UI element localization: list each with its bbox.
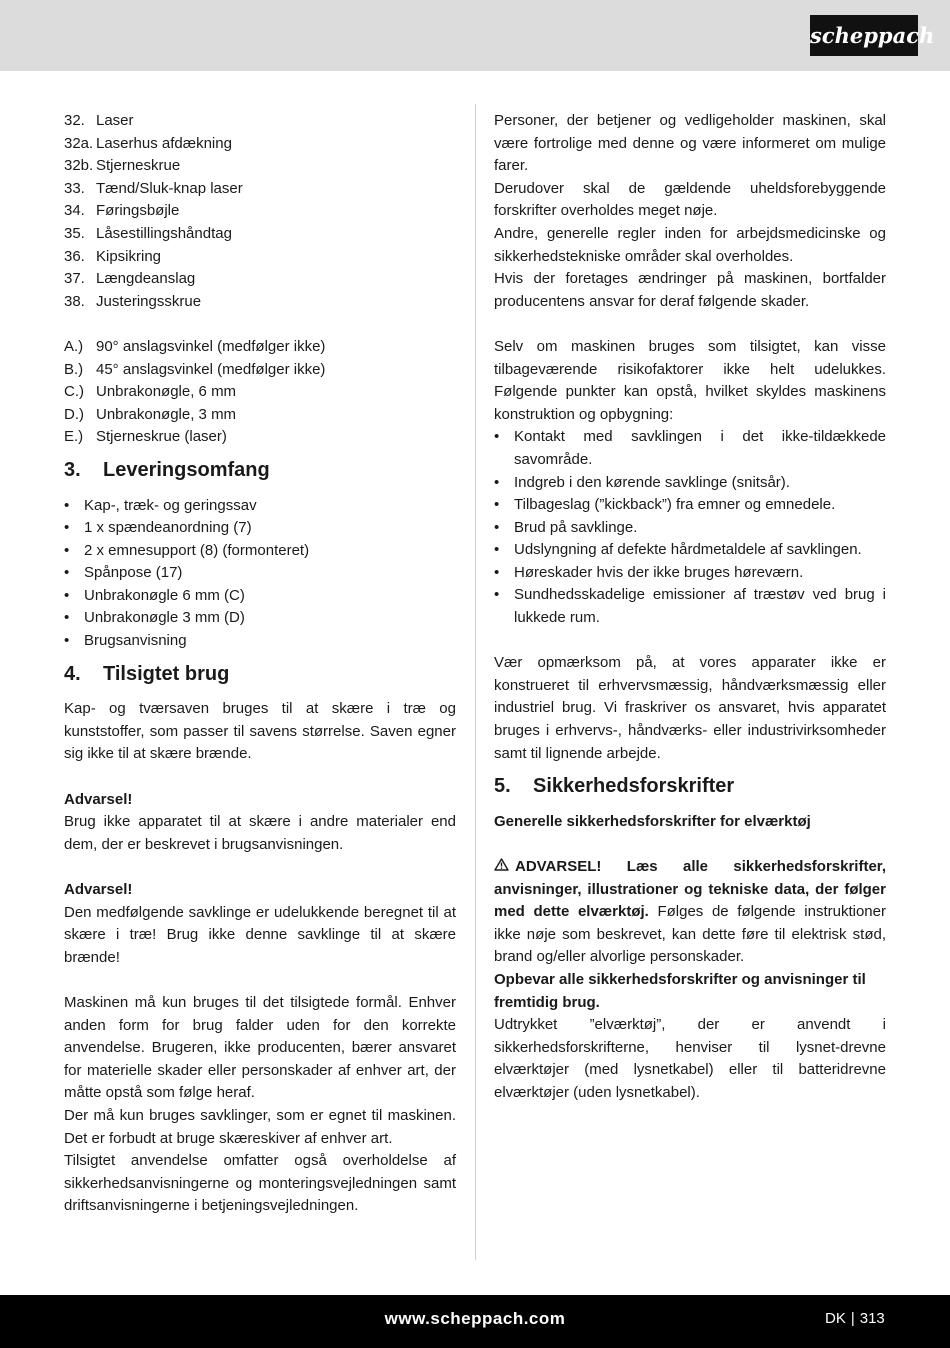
safety-warning: ADVARSEL! Læs alle sikkerhedsforskrifter, anvisninger, illustrationer og tekniske data, der følger med dette elværktøj. Følges de følgende instruktioner ikke nøje som beskrevet, kan dette føre til elektrisk stød, brand og/eller alvorlige personskader. <box>494 858 886 966</box>
list-item: • Brud på savklinge. <box>494 517 886 540</box>
list-item: • Kap-, træk- og geringssav <box>64 495 456 518</box>
left-column <box>64 110 456 1218</box>
right-column <box>494 110 886 1105</box>
paragraph: Derudover skal de gældende uheldsforebyggende forskrifter overholdes meget nøje. <box>494 179 886 220</box>
list-item: • 2 x emnesupport (8) (formonteret) <box>64 540 456 563</box>
scheppach-logo: scheppach <box>810 15 918 56</box>
list-item: 33. Tænd/Sluk-knap laser <box>64 179 243 197</box>
list-item: 37. Længdeanslag <box>64 270 196 288</box>
list-item: E.) Stjerneskrue (laser) <box>64 428 227 446</box>
list-item: 38. Justeringsskrue <box>64 292 202 310</box>
warning-text: Den medfølgende savklinge er udelukkende beregnet til at skære i træ! Brug ikke denne savklinge til at skære brænde! <box>64 903 456 966</box>
list-item: • Kontakt med savklingen i det ikke-tildækkede savområde. <box>494 426 886 471</box>
list-item: 36. Kipsikring <box>64 247 162 265</box>
warning-text: Brug ikke apparatet til at skære i andre materialer end dem, der er beskrevet i brugsanvisningen. <box>64 813 456 853</box>
paragraph: Hvis der foretages ændringer på maskinen, bortfalder producentens ansvar for deraf følgende skader. <box>494 270 886 310</box>
delivery-list <box>64 495 456 653</box>
list-item: • Tilbageslag (”kickback”) fra emner og emnedele. <box>494 494 886 517</box>
list-item: • 1 x spændeanordning (7) <box>64 517 456 540</box>
paragraph: Udtrykket ”elværktøj”, der er anvendt i sikkerhedsforskrifterne, henviser til lysnet-drevne elværktøjer (med lysnetkabel) eller til batteridrevne elværktøjer (uden lysnetkabel). <box>494 1016 886 1101</box>
list-item: 35. Låsestillingshåndtag <box>64 224 232 242</box>
list-item: 32a. Laserhus afdækning <box>64 134 232 152</box>
paragraph: Andre, generelle regler inden for arbejdsmedicinske og sikkerhedstekniske områder skal overholdes. <box>494 224 886 265</box>
paragraph: Selv om maskinen bruges som tilsigtet, kan visse tilbageværende risikofaktorer ikke helt udelukkes. Følgende punkter kan opstå, hvilket skyldes maskinens konstruktion og opbygning: <box>494 337 886 423</box>
paragraph: Vær opmærksom på, at vores apparater ikke er konstrueret til erhvervsmæssig, håndværksmæssig eller industriel brug. Vi fraskriver os ansvaret, hvis apparatet bruges i erhvervs-, håndværks- eller industrivirksomheder samt til lignende arbejde. <box>494 654 886 762</box>
parts-list <box>64 110 456 313</box>
accessories-list <box>64 336 456 449</box>
list-item: • Spånpose (17) <box>64 562 456 585</box>
section-subtitle: Generelle sikkerhedsforskrifter for elværktøj <box>494 812 811 830</box>
list-item: C.) Unbrakonøgle, 6 mm <box>64 383 237 401</box>
page-header <box>0 0 950 71</box>
list-item: • Brugsanvisning <box>64 630 456 653</box>
paragraph: Personer, der betjener og vedligeholder maskinen, skal være fortrolige med denne og være informeret om mulige farer. <box>494 112 886 175</box>
warning-title: Advarsel! <box>64 790 133 808</box>
paragraph: Tilsigtet anvendelse omfatter også overholdelse af sikkerhedsanvisningerne og monteringsvejledningen samt driftsanvisningerne i betjeningsvejledningen. <box>64 1152 456 1215</box>
section-3-heading: 3. Leveringsomfang <box>64 458 270 481</box>
list-item: • Unbrakonøgle 3 mm (D) <box>64 607 456 630</box>
section-4-heading: 4. Tilsigtet brug <box>64 662 230 685</box>
list-item: • Høreskader hvis der ikke bruges høreværn. <box>494 562 886 585</box>
list-item: 32. Laser <box>64 112 134 129</box>
list-item: D.) Unbrakonøgle, 3 mm <box>64 405 237 423</box>
page-footer <box>0 1295 950 1348</box>
risk-list <box>494 426 886 629</box>
paragraph: Der må kun bruges savklinger, som er egnet til maskinen. Det er forbudt at bruge skæreskiver af enhver art. <box>64 1106 456 1147</box>
intended-use-intro: Kap- og tværsaven bruges til at skære i træ og kunststoffer, som passer til savens størrelse. Saven egner sig ikke til at skære brænde. <box>64 700 456 763</box>
keep-instructions: Opbevar alle sikkerhedsforskrifter og anvisninger til fremtidig brug. <box>494 970 866 1011</box>
list-item: • Sundhedsskadelige emissioner af træstøv ved brug i lukkede rum. <box>494 584 886 629</box>
paragraph: Maskinen må kun bruges til det tilsigtede formål. Enhver anden form for brug falder uden for den korrekte anvendelse. Brugeren, ikke producenten, bærer ansvaret for materielle skader eller personskader af enhver art, der måtte opstå som følge heraf. <box>64 993 456 1102</box>
warning-triangle-icon <box>494 856 509 879</box>
list-item: • Udslyngning af defekte hårdmetaldele af savklingen. <box>494 539 886 562</box>
warning-title: Advarsel! <box>64 881 133 898</box>
list-item: 34. Føringsbøjle <box>64 202 180 220</box>
list-item: A.) 90° anslagsvinkel (medfølger ikke) <box>64 337 326 355</box>
website-link[interactable]: www.scheppach.com <box>384 1309 566 1328</box>
page-number: DK | 313 <box>825 1310 885 1327</box>
list-item: B.) 45° anslagsvinkel (medfølger ikke) <box>64 360 326 378</box>
list-item: 32b. Stjerneskrue <box>64 157 181 175</box>
column-divider <box>475 104 476 1260</box>
list-item: • Unbrakonøgle 6 mm (C) <box>64 585 456 608</box>
section-5-heading: 5. Sikkerhedsforskrifter <box>494 775 735 798</box>
list-item: • Indgreb i den kørende savklinge (snitsår). <box>494 472 886 495</box>
